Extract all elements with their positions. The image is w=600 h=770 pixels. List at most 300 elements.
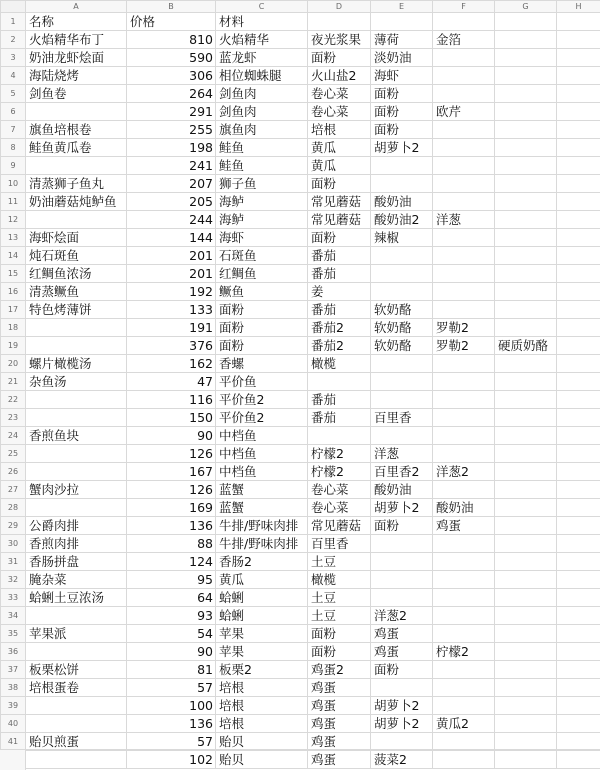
cell-d37[interactable]: 鸡蛋2 xyxy=(308,661,371,679)
cell-d9[interactable]: 黄瓜 xyxy=(308,157,371,175)
cell-a3[interactable]: 奶油龙虾烩面 xyxy=(26,49,127,67)
cell-f26[interactable]: 洋葱2 xyxy=(433,463,495,481)
cell-c21[interactable]: 平价鱼 xyxy=(216,373,308,391)
cell-e14[interactable] xyxy=(371,247,433,265)
row-header[interactable]: 36 xyxy=(1,643,26,661)
cell-c22[interactable]: 平价鱼2 xyxy=(216,391,308,409)
cell-c34[interactable]: 蛤蜊 xyxy=(216,607,308,625)
cell-h17[interactable] xyxy=(557,301,600,319)
cell-a15[interactable]: 红鲷鱼浓汤 xyxy=(26,265,127,283)
cell-d13[interactable]: 面粉 xyxy=(308,229,371,247)
cell-f20[interactable] xyxy=(433,355,495,373)
cell-h20[interactable] xyxy=(557,355,600,373)
cell-e9[interactable] xyxy=(371,157,433,175)
cell-d2[interactable]: 夜光浆果 xyxy=(308,31,371,49)
cell-a36[interactable] xyxy=(26,643,127,661)
cell-b20[interactable]: 162 xyxy=(127,355,216,373)
cell-b18[interactable]: 191 xyxy=(127,319,216,337)
cell-a6[interactable] xyxy=(26,103,127,121)
cell-d23[interactable]: 番茄 xyxy=(308,409,371,427)
cell-d21[interactable] xyxy=(308,373,371,391)
row-header[interactable]: 37 xyxy=(1,661,26,679)
cell-h28[interactable] xyxy=(557,499,600,517)
cell-h23[interactable] xyxy=(557,409,600,427)
row-header[interactable]: 13 xyxy=(1,229,26,247)
cell-f12[interactable]: 洋葱 xyxy=(433,211,495,229)
cell-f3[interactable] xyxy=(433,49,495,67)
row-header[interactable]: 8 xyxy=(1,139,26,157)
cell-b27[interactable]: 126 xyxy=(127,481,216,499)
cell-c29[interactable]: 牛排/野味肉排 xyxy=(216,517,308,535)
cell-a27[interactable]: 蟹肉沙拉 xyxy=(26,481,127,499)
cell-b23[interactable]: 150 xyxy=(127,409,216,427)
cell-f18[interactable]: 罗勒2 xyxy=(433,319,495,337)
cell-d34[interactable]: 土豆 xyxy=(308,607,371,625)
cell-e28[interactable]: 胡萝卜2 xyxy=(371,499,433,517)
cell-d18[interactable]: 番茄2 xyxy=(308,319,371,337)
cell-d33[interactable]: 土豆 xyxy=(308,589,371,607)
cell-a9[interactable] xyxy=(26,157,127,175)
cell-c13[interactable]: 海虾 xyxy=(216,229,308,247)
cell-e6[interactable]: 面粉 xyxy=(371,103,433,121)
cell-c31[interactable]: 香肠2 xyxy=(216,553,308,571)
cell-e23[interactable]: 百里香 xyxy=(371,409,433,427)
cell-b39[interactable]: 100 xyxy=(127,697,216,715)
cell-a20[interactable]: 螺片橄榄汤 xyxy=(26,355,127,373)
cell-h11[interactable] xyxy=(557,193,600,211)
row-header[interactable]: 14 xyxy=(1,247,26,265)
cell-a21[interactable]: 杂鱼汤 xyxy=(26,373,127,391)
cell-f40[interactable]: 黄瓜2 xyxy=(433,715,495,733)
cell-e15[interactable] xyxy=(371,265,433,283)
cell-f19[interactable]: 罗勒2 xyxy=(433,337,495,355)
cell-e10[interactable] xyxy=(371,175,433,193)
select-all-corner[interactable] xyxy=(1,1,26,13)
cell-b33[interactable]: 64 xyxy=(127,589,216,607)
cell-d26[interactable]: 柠檬2 xyxy=(308,463,371,481)
cell-c18[interactable]: 面粉 xyxy=(216,319,308,337)
cell-h19[interactable] xyxy=(557,337,600,355)
row-header[interactable]: 30 xyxy=(1,535,26,553)
cell-h12[interactable] xyxy=(557,211,600,229)
cell-g39[interactable] xyxy=(495,697,557,715)
cell-c35[interactable]: 苹果 xyxy=(216,625,308,643)
cell-g29[interactable] xyxy=(495,517,557,535)
column-header-b[interactable]: B xyxy=(127,1,216,13)
cell-b21[interactable]: 47 xyxy=(127,373,216,391)
cell-d6[interactable]: 卷心菜 xyxy=(308,103,371,121)
cell-h6[interactable] xyxy=(557,103,600,121)
cell-g19[interactable]: 硬质奶酪 xyxy=(495,337,557,355)
cell-g34[interactable] xyxy=(495,607,557,625)
cell-e41[interactable] xyxy=(371,733,433,751)
cell-a5[interactable]: 剑鱼卷 xyxy=(26,85,127,103)
cell-c28[interactable]: 蓝蟹 xyxy=(216,499,308,517)
cell-a7[interactable]: 旗鱼培根卷 xyxy=(26,121,127,139)
cell-e12[interactable]: 酸奶油2 xyxy=(371,211,433,229)
cell-g38[interactable] xyxy=(495,679,557,697)
cell-f35[interactable] xyxy=(433,625,495,643)
cell-e37[interactable]: 面粉 xyxy=(371,661,433,679)
row-header[interactable]: 24 xyxy=(1,427,26,445)
cell-h2[interactable] xyxy=(557,31,600,49)
cell-h18[interactable] xyxy=(557,319,600,337)
cell-d42[interactable]: 鸡蛋 xyxy=(308,751,371,769)
cell-b22[interactable]: 116 xyxy=(127,391,216,409)
cell-h8[interactable] xyxy=(557,139,600,157)
cell-c26[interactable]: 中档鱼 xyxy=(216,463,308,481)
cell-h13[interactable] xyxy=(557,229,600,247)
cell-f27[interactable] xyxy=(433,481,495,499)
cell-b26[interactable]: 167 xyxy=(127,463,216,481)
cell-b7[interactable]: 255 xyxy=(127,121,216,139)
row-header[interactable]: 32 xyxy=(1,571,26,589)
row-header[interactable]: 17 xyxy=(1,301,26,319)
cell-h39[interactable] xyxy=(557,697,600,715)
cell-e38[interactable] xyxy=(371,679,433,697)
cell-h36[interactable] xyxy=(557,643,600,661)
cell-d41[interactable]: 鸡蛋 xyxy=(308,733,371,751)
cell-d11[interactable]: 常见蘑菇 xyxy=(308,193,371,211)
row-header[interactable]: 19 xyxy=(1,337,26,355)
cell-e7[interactable]: 面粉 xyxy=(371,121,433,139)
cell-a19[interactable] xyxy=(26,337,127,355)
cell-c36[interactable]: 苹果 xyxy=(216,643,308,661)
cell-c14[interactable]: 石斑鱼 xyxy=(216,247,308,265)
cell-b30[interactable]: 88 xyxy=(127,535,216,553)
cell-b17[interactable]: 133 xyxy=(127,301,216,319)
cell-h25[interactable] xyxy=(557,445,600,463)
cell-e36[interactable]: 鸡蛋 xyxy=(371,643,433,661)
column-header-h[interactable]: H xyxy=(557,1,600,13)
row-header[interactable]: 18 xyxy=(1,319,26,337)
cell-g3[interactable] xyxy=(495,49,557,67)
cell-c30[interactable]: 牛排/野味肉排 xyxy=(216,535,308,553)
cell-h24[interactable] xyxy=(557,427,600,445)
cell-f6[interactable]: 欧芹 xyxy=(433,103,495,121)
cell-g33[interactable] xyxy=(495,589,557,607)
cell-h30[interactable] xyxy=(557,535,600,553)
cell-f21[interactable] xyxy=(433,373,495,391)
cell-d38[interactable]: 鸡蛋 xyxy=(308,679,371,697)
cell-b25[interactable]: 126 xyxy=(127,445,216,463)
column-header-g[interactable]: G xyxy=(495,1,557,13)
cell-d30[interactable]: 百里香 xyxy=(308,535,371,553)
cell-h9[interactable] xyxy=(557,157,600,175)
cell-h35[interactable] xyxy=(557,625,600,643)
cell-c20[interactable]: 香螺 xyxy=(216,355,308,373)
cell-b37[interactable]: 81 xyxy=(127,661,216,679)
cell-g23[interactable] xyxy=(495,409,557,427)
row-header[interactable]: 23 xyxy=(1,409,26,427)
row-header[interactable]: 6 xyxy=(1,103,26,121)
row-header[interactable]: 20 xyxy=(1,355,26,373)
cell-a16[interactable]: 清蒸鳜鱼 xyxy=(26,283,127,301)
cell-f37[interactable] xyxy=(433,661,495,679)
cell-c4[interactable]: 相位蜘蛛腿 xyxy=(216,67,308,85)
cell-c6[interactable]: 剑鱼肉 xyxy=(216,103,308,121)
row-header[interactable]: 2 xyxy=(1,31,26,49)
cell-g32[interactable] xyxy=(495,571,557,589)
cell-a12[interactable] xyxy=(26,211,127,229)
cell-g21[interactable] xyxy=(495,373,557,391)
cell-g13[interactable] xyxy=(495,229,557,247)
cell-e30[interactable] xyxy=(371,535,433,553)
cell-d28[interactable]: 卷心菜 xyxy=(308,499,371,517)
row-header[interactable]: 5 xyxy=(1,85,26,103)
cell-c25[interactable]: 中档鱼 xyxy=(216,445,308,463)
cell-f33[interactable] xyxy=(433,589,495,607)
cell-e27[interactable]: 酸奶油 xyxy=(371,481,433,499)
column-header-e[interactable]: E xyxy=(371,1,433,13)
cell-c27[interactable]: 蓝蟹 xyxy=(216,481,308,499)
cell-a30[interactable]: 香煎肉排 xyxy=(26,535,127,553)
cell-g8[interactable] xyxy=(495,139,557,157)
cell-a13[interactable]: 海虾烩面 xyxy=(26,229,127,247)
cell-e40[interactable]: 胡萝卜2 xyxy=(371,715,433,733)
cell-f9[interactable] xyxy=(433,157,495,175)
cell-c3[interactable]: 蓝龙虾 xyxy=(216,49,308,67)
cell-g37[interactable] xyxy=(495,661,557,679)
cell-b29[interactable]: 136 xyxy=(127,517,216,535)
cell-g18[interactable] xyxy=(495,319,557,337)
cell-f1[interactable] xyxy=(433,13,495,31)
column-header-a[interactable]: A xyxy=(26,1,127,13)
cell-d14[interactable]: 番茄 xyxy=(308,247,371,265)
cell-b16[interactable]: 192 xyxy=(127,283,216,301)
row-header[interactable]: 21 xyxy=(1,373,26,391)
cell-c32[interactable]: 黄瓜 xyxy=(216,571,308,589)
cell-d36[interactable]: 面粉 xyxy=(308,643,371,661)
cell-b5[interactable]: 264 xyxy=(127,85,216,103)
cell-g12[interactable] xyxy=(495,211,557,229)
cell-d4[interactable]: 火山盐2 xyxy=(308,67,371,85)
cell-h34[interactable] xyxy=(557,607,600,625)
cell-e11[interactable]: 酸奶油 xyxy=(371,193,433,211)
cell-e13[interactable]: 辣椒 xyxy=(371,229,433,247)
cell-h21[interactable] xyxy=(557,373,600,391)
cell-f10[interactable] xyxy=(433,175,495,193)
cell-a11[interactable]: 奶油蘑菇炖鲈鱼 xyxy=(26,193,127,211)
cell-h14[interactable] xyxy=(557,247,600,265)
row-header[interactable]: 22 xyxy=(1,391,26,409)
cell-d15[interactable]: 番茄 xyxy=(308,265,371,283)
cell-f8[interactable] xyxy=(433,139,495,157)
cell-d32[interactable]: 橄榄 xyxy=(308,571,371,589)
cell-d19[interactable]: 番茄2 xyxy=(308,337,371,355)
cell-d3[interactable]: 面粉 xyxy=(308,49,371,67)
cell-c39[interactable]: 培根 xyxy=(216,697,308,715)
row-header[interactable]: 31 xyxy=(1,553,26,571)
cell-a23[interactable] xyxy=(26,409,127,427)
cell-e21[interactable] xyxy=(371,373,433,391)
cell-f41[interactable] xyxy=(433,733,495,751)
cell-c38[interactable]: 培根 xyxy=(216,679,308,697)
cell-f14[interactable] xyxy=(433,247,495,265)
cell-f13[interactable] xyxy=(433,229,495,247)
cell-d1[interactable] xyxy=(308,13,371,31)
cell-h3[interactable] xyxy=(557,49,600,67)
cell-d16[interactable]: 姜 xyxy=(308,283,371,301)
row-header[interactable]: 12 xyxy=(1,211,26,229)
cell-e32[interactable] xyxy=(371,571,433,589)
cell-g30[interactable] xyxy=(495,535,557,553)
cell-g2[interactable] xyxy=(495,31,557,49)
cell-h1[interactable] xyxy=(557,13,600,31)
empty-row[interactable] xyxy=(0,749,600,770)
cell-b12[interactable]: 244 xyxy=(127,211,216,229)
cell-e8[interactable]: 胡萝卜2 xyxy=(371,139,433,157)
row-header[interactable]: 15 xyxy=(1,265,26,283)
cell-g7[interactable] xyxy=(495,121,557,139)
cell-g15[interactable] xyxy=(495,265,557,283)
cell-c1[interactable]: 材料 xyxy=(216,13,308,31)
cell-a8[interactable]: 鲑鱼黄瓜卷 xyxy=(26,139,127,157)
cell-h15[interactable] xyxy=(557,265,600,283)
column-header-f[interactable]: F xyxy=(433,1,495,13)
cell-c11[interactable]: 海鲈 xyxy=(216,193,308,211)
cell-a38[interactable]: 培根蛋卷 xyxy=(26,679,127,697)
cell-g24[interactable] xyxy=(495,427,557,445)
cell-a29[interactable]: 公爵肉排 xyxy=(26,517,127,535)
cell-f7[interactable] xyxy=(433,121,495,139)
cell-d35[interactable]: 面粉 xyxy=(308,625,371,643)
row-header[interactable]: 34 xyxy=(1,607,26,625)
row-header[interactable] xyxy=(0,750,26,770)
cell-g28[interactable] xyxy=(495,499,557,517)
cell-e17[interactable]: 软奶酪 xyxy=(371,301,433,319)
cell-c33[interactable]: 蛤蜊 xyxy=(216,589,308,607)
column-header-d[interactable]: D xyxy=(308,1,371,13)
cell-a28[interactable] xyxy=(26,499,127,517)
cell-h16[interactable] xyxy=(557,283,600,301)
row-header[interactable]: 40 xyxy=(1,715,26,733)
cell-g17[interactable] xyxy=(495,301,557,319)
cell-a33[interactable]: 蛤蜊土豆浓汤 xyxy=(26,589,127,607)
cell-a18[interactable] xyxy=(26,319,127,337)
cell-e25[interactable]: 洋葱 xyxy=(371,445,433,463)
cell-c2[interactable]: 火焰精华 xyxy=(216,31,308,49)
cell-c15[interactable]: 红鲷鱼 xyxy=(216,265,308,283)
cell-b1[interactable]: 价格 xyxy=(127,13,216,31)
cell-c24[interactable]: 中档鱼 xyxy=(216,427,308,445)
cell-c19[interactable]: 面粉 xyxy=(216,337,308,355)
cell-a10[interactable]: 清蒸狮子鱼丸 xyxy=(26,175,127,193)
cell-c7[interactable]: 旗鱼肉 xyxy=(216,121,308,139)
cell-b32[interactable]: 95 xyxy=(127,571,216,589)
cell-a40[interactable] xyxy=(26,715,127,733)
row-header[interactable]: 9 xyxy=(1,157,26,175)
cell-g36[interactable] xyxy=(495,643,557,661)
cell-a14[interactable]: 炖石斑鱼 xyxy=(26,247,127,265)
row-header[interactable]: 10 xyxy=(1,175,26,193)
cell-d31[interactable]: 土豆 xyxy=(308,553,371,571)
cell-b34[interactable]: 93 xyxy=(127,607,216,625)
cell-g16[interactable] xyxy=(495,283,557,301)
cell-d20[interactable]: 橄榄 xyxy=(308,355,371,373)
cell-h5[interactable] xyxy=(557,85,600,103)
cell-e31[interactable] xyxy=(371,553,433,571)
cell-a22[interactable] xyxy=(26,391,127,409)
cell-c10[interactable]: 狮子鱼 xyxy=(216,175,308,193)
row-header[interactable]: 3 xyxy=(1,49,26,67)
cell-g11[interactable] xyxy=(495,193,557,211)
cell-c9[interactable]: 鲑鱼 xyxy=(216,157,308,175)
cell-e19[interactable]: 软奶酪 xyxy=(371,337,433,355)
cell-e18[interactable]: 软奶酪 xyxy=(371,319,433,337)
cell-a17[interactable]: 特色烤薄饼 xyxy=(26,301,127,319)
cell-a39[interactable] xyxy=(26,697,127,715)
cell-e22[interactable] xyxy=(371,391,433,409)
cell-a32[interactable]: 腌杂菜 xyxy=(26,571,127,589)
cell-f17[interactable] xyxy=(433,301,495,319)
cell-b28[interactable]: 169 xyxy=(127,499,216,517)
row-header[interactable]: 16 xyxy=(1,283,26,301)
cell-f22[interactable] xyxy=(433,391,495,409)
cell-a35[interactable]: 苹果派 xyxy=(26,625,127,643)
cell-b3[interactable]: 590 xyxy=(127,49,216,67)
cell-f16[interactable] xyxy=(433,283,495,301)
cell-e35[interactable]: 鸡蛋 xyxy=(371,625,433,643)
cell-e39[interactable]: 胡萝卜2 xyxy=(371,697,433,715)
cell-b15[interactable]: 201 xyxy=(127,265,216,283)
cell-a2[interactable]: 火焰精华布丁 xyxy=(26,31,127,49)
cell-d7[interactable]: 培根 xyxy=(308,121,371,139)
cell-a41[interactable]: 贻贝煎蛋 xyxy=(26,733,127,751)
row-header[interactable]: 25 xyxy=(1,445,26,463)
cell-g9[interactable] xyxy=(495,157,557,175)
cell-a26[interactable] xyxy=(26,463,127,481)
cell-d5[interactable]: 卷心菜 xyxy=(308,85,371,103)
cell-f24[interactable] xyxy=(433,427,495,445)
cell-d17[interactable]: 番茄 xyxy=(308,301,371,319)
cell-f2[interactable]: 金箔 xyxy=(433,31,495,49)
cell-e42[interactable]: 菠菜2 xyxy=(371,751,433,769)
cell-h4[interactable] xyxy=(557,67,600,85)
row-header[interactable]: 28 xyxy=(1,499,26,517)
column-header-c[interactable]: C xyxy=(216,1,308,13)
cell-f39[interactable] xyxy=(433,697,495,715)
cell-d22[interactable]: 番茄 xyxy=(308,391,371,409)
cell-f32[interactable] xyxy=(433,571,495,589)
cell-d10[interactable]: 面粉 xyxy=(308,175,371,193)
cell-g31[interactable] xyxy=(495,553,557,571)
cell-g5[interactable] xyxy=(495,85,557,103)
cell-f28[interactable]: 酸奶油 xyxy=(433,499,495,517)
cell-g20[interactable] xyxy=(495,355,557,373)
row-header[interactable]: 35 xyxy=(1,625,26,643)
cell-g41[interactable] xyxy=(495,733,557,751)
cell-d24[interactable] xyxy=(308,427,371,445)
cell-e4[interactable]: 海虾 xyxy=(371,67,433,85)
cell-a34[interactable] xyxy=(26,607,127,625)
cell-b19[interactable]: 376 xyxy=(127,337,216,355)
cell-e20[interactable] xyxy=(371,355,433,373)
cell-d39[interactable]: 鸡蛋 xyxy=(308,697,371,715)
cell-c37[interactable]: 板栗2 xyxy=(216,661,308,679)
cell-f4[interactable] xyxy=(433,67,495,85)
cell-g6[interactable] xyxy=(495,103,557,121)
cell-h22[interactable] xyxy=(557,391,600,409)
cell-h33[interactable] xyxy=(557,589,600,607)
row-header[interactable]: 7 xyxy=(1,121,26,139)
cell-b10[interactable]: 207 xyxy=(127,175,216,193)
cell-f30[interactable] xyxy=(433,535,495,553)
cell-a25[interactable] xyxy=(26,445,127,463)
cell-c42[interactable]: 贻贝 xyxy=(216,751,308,769)
cell-a37[interactable]: 板栗松饼 xyxy=(26,661,127,679)
cell-e26[interactable]: 百里香2 xyxy=(371,463,433,481)
